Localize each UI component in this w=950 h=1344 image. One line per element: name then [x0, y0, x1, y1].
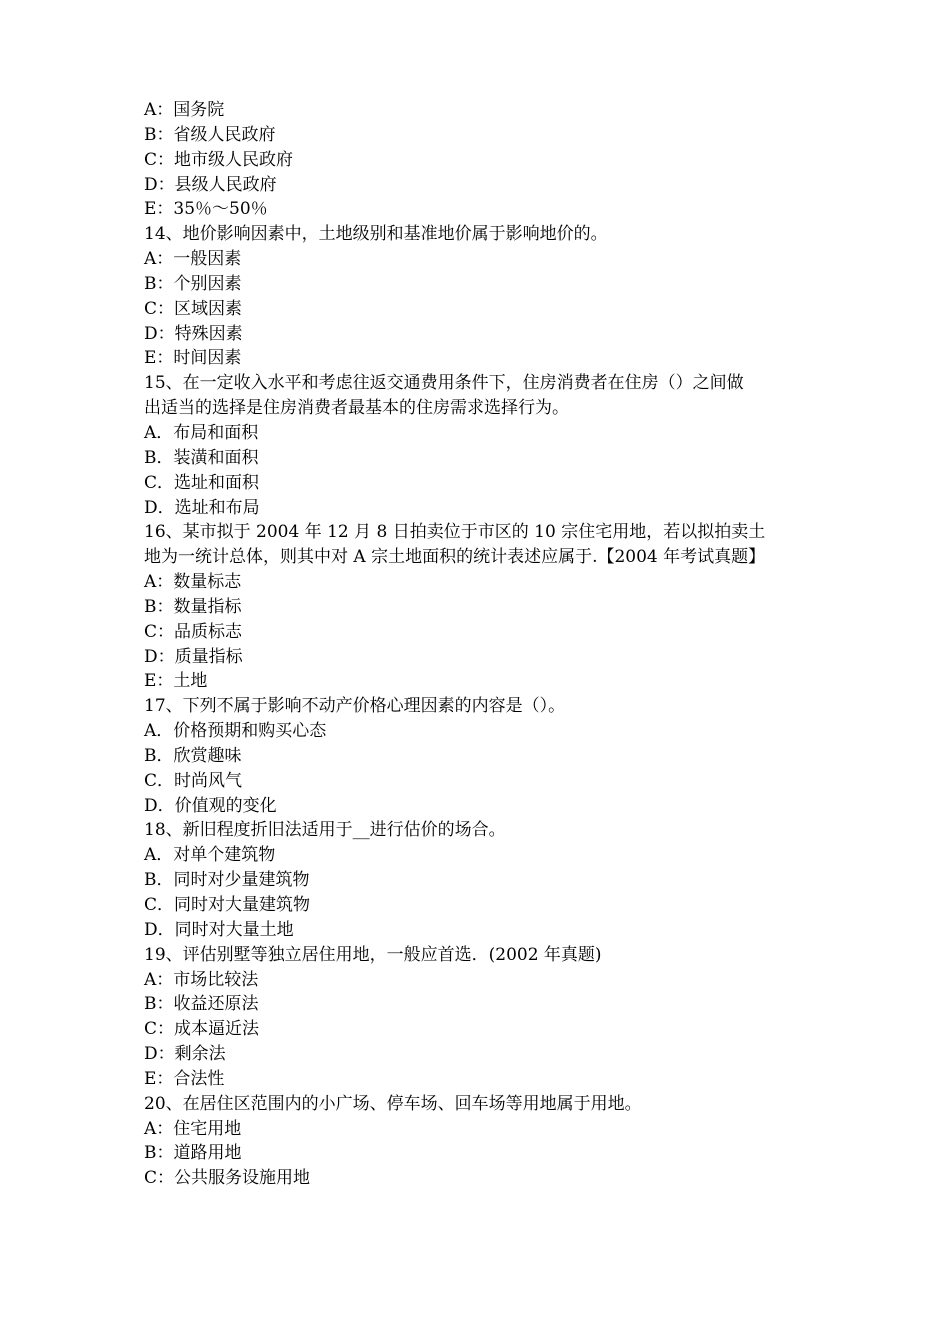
question-17: 17、下列不属于影响不动产价格心理因素的内容是（）。: [144, 696, 566, 717]
text-line: D：特殊因素: [144, 323, 243, 344]
text-line: C：公共服务设施用地: [144, 1168, 311, 1189]
text-line: D：县级人民政府: [144, 174, 277, 195]
text-line: D．同时对大量土地: [144, 919, 294, 940]
text-line: B．欣赏趣味: [144, 745, 242, 766]
question-16: 16、某市拟于 2004 年 12 月 8 日拍卖位于市区的 10 宗住宅用地，若以拟拍卖土: [144, 522, 766, 543]
text-line: B：数量指标: [144, 596, 242, 617]
text-line: C．时尚风气: [144, 770, 243, 791]
question-16-cont: 地为一统计总体，则其中对 A 宗土地面积的统计表述应属于.【2004 年考试真题】: [144, 547, 766, 568]
question-19: 19、评估别墅等独立居住用地，一般应首选．(2002 年真题): [144, 944, 602, 965]
text-line: E：土地: [144, 671, 208, 692]
text-line: D．价值观的变化: [144, 795, 277, 816]
text-line: C：品质标志: [144, 621, 243, 642]
text-line: B：省级人民政府: [144, 124, 276, 145]
text-line: C：区域因素: [144, 298, 243, 319]
text-line: A．对单个建筑物: [144, 845, 276, 866]
text-line: A．价格预期和购买心态: [144, 721, 327, 742]
text-line: A：数量标志: [144, 572, 242, 593]
question-14: 14、地价影响因素中，土地级别和基准地价属于影响地价的。: [144, 224, 608, 245]
text-line: C：成本逼近法: [144, 1019, 260, 1040]
text-line: E：时间因素: [144, 348, 242, 369]
text-line: A：市场比较法: [144, 969, 259, 990]
text-line: A：一般因素: [144, 249, 242, 270]
text-line: B．装潢和面积: [144, 447, 259, 468]
question-15-cont: 出适当的选择是住房消费者最基本的住房需求选择行为。: [144, 398, 569, 419]
text-line: D：质量指标: [144, 646, 243, 667]
text-line: D：剩余法: [144, 1044, 226, 1065]
question-15: 15、在一定收入水平和考虑往返交通费用条件下，住房消费者在住房（）之间做: [144, 373, 744, 394]
text-line: D．选址和布局: [144, 497, 260, 518]
question-18: 18、新旧程度折旧法适用于__进行估价的场合。: [144, 820, 506, 841]
text-line: B：收益还原法: [144, 994, 259, 1015]
text-line: B：道路用地: [144, 1143, 242, 1164]
question-20: 20、在居住区范围内的小广场、停车场、回车场等用地属于用地。: [144, 1093, 642, 1114]
text-line: E：合法性: [144, 1068, 225, 1089]
text-line: A：住宅用地: [144, 1118, 242, 1139]
text-line: E：35％～50％: [144, 199, 268, 220]
text-line: A．布局和面积: [144, 422, 259, 443]
text-line: B．同时对少量建筑物: [144, 870, 310, 891]
text-line: C．选址和面积: [144, 472, 260, 493]
text-line: B：个别因素: [144, 273, 242, 294]
text-line: A：国务院: [144, 100, 225, 120]
document-page: [144, 98, 824, 1191]
text-line: C．同时对大量建筑物: [144, 895, 311, 915]
text-line: C：地市级人民政府: [144, 149, 294, 170]
